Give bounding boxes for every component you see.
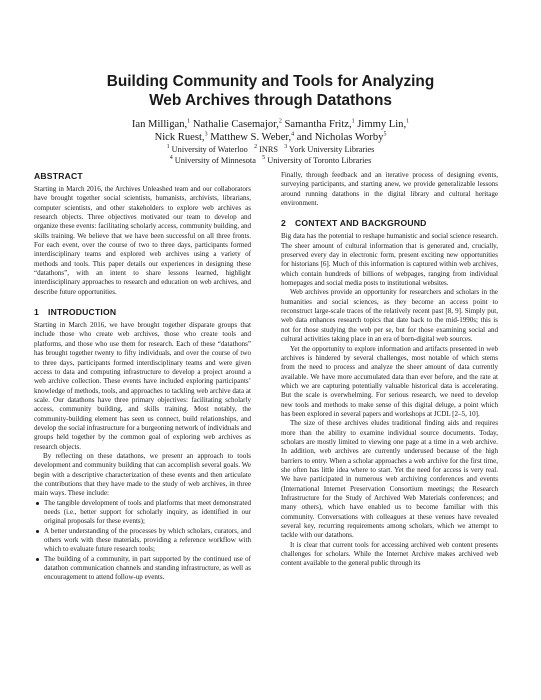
section-heading-introduction bbox=[34, 307, 251, 318]
intro-closing-paragraph: Finally, through feedback and an iterative process of designing events, surveying participants, and starting anew, we provide generalizable lessons around running datathons in the digital library and cultural heritage environment. bbox=[281, 171, 498, 208]
affiliation: University of Toronto Libraries bbox=[265, 155, 372, 165]
abstract-text: Starting in March 2016, the Archives Unleashed team and our collaborators have brought together social scientists, humanists, archivists, librarians, computer scientists, and other stakeholders to explore web archives as research objects. Three objectives motivated our team to develop and organize these events: facilitating scholarly access, community building, and skills training. We believe that we have been successful on all three fronts. For each event, over the course of two to three days, participants formed interdisciplinary teams and explored web archives using a variety of methods and tools. This paper details our experiences in designing these “datathons”, with an intent to share lessons learned, highlight interdisciplinary approaches to research and education on web archives, and describe future opportunities. bbox=[34, 185, 251, 296]
affil-mark: 1 bbox=[166, 144, 170, 151]
list-item: The tangible development of tools and platforms that meet demonstrated needs (i.e., better support for scholarly inquiry, as identified in our original proposals for these events); bbox=[44, 498, 251, 526]
affil-mark: 4 bbox=[169, 154, 173, 161]
contribution-list bbox=[34, 499, 251, 583]
author-list bbox=[40, 118, 501, 144]
title-line-2: Web Archives through Datathons bbox=[149, 92, 392, 109]
affil-mark: 2 bbox=[254, 144, 258, 151]
author-affil-mark: 3 bbox=[204, 131, 208, 138]
paper-title bbox=[40, 72, 501, 110]
context-paragraph-2: Web archives provide an opportunity for researchers and scholars in the humanities and social sciences, as they become an access point to reconstruct large-scale traces of the relatively recent past [8, 9]. Simply put, web data enhances research topics that date back to the mid-1990s; this is not for those studying the web per se, but for those examining social and cultural activities taking place in an era of born-digital web sources. bbox=[281, 288, 498, 344]
context-paragraph-1: Big data has the potential to reshape humanistic and social science research. The sheer amount of cultural information that is generated and, crucially, preserved every day in electronic form, present exciting new opportunities for historians [6]. Much of this information is captured within web archives, which contain hundreds of billions of webpages, ranging from individual homepages and social media posts to institutional websites. bbox=[281, 232, 498, 288]
right-column bbox=[281, 171, 498, 569]
affiliation: University of Waterloo bbox=[169, 145, 248, 154]
author-name: Matthew S. Weber, bbox=[207, 132, 292, 143]
author-affil-mark: 5 bbox=[383, 131, 387, 138]
author-name: Jimmy Lin, bbox=[354, 119, 407, 130]
author-name: Samantha Fritz, bbox=[281, 119, 352, 130]
left-column bbox=[34, 171, 251, 583]
list-item: The building of a community, in part supported by the continued use of datathon communication channels and standing infrastructure, as well as encouragement to attend follow-up events. bbox=[44, 554, 251, 582]
intro-paragraph-2: By reflecting on these datathons, we present an approach to tools development and community building that can accomplish several goals. We begin with a descriptive characterization of these events and then articulate the contributions that they have made to the study of web archives, in three main ways. These include: bbox=[34, 451, 251, 498]
title-line-1: Building Community and Tools for Analyzing bbox=[106, 73, 435, 90]
author-name: Nick Ruest, bbox=[154, 132, 205, 143]
author-affil-mark: 1 bbox=[187, 118, 191, 125]
list-item: A better understanding of the processes by which scholars, curators, and others work with these materials, providing a reference workflow with which to evaluate future research tools; bbox=[44, 526, 251, 554]
author-line-1 bbox=[40, 118, 501, 131]
affiliation: University of Minnesota bbox=[172, 155, 256, 165]
author-affil-mark: 4 bbox=[291, 131, 295, 138]
affiliation-line-2 bbox=[40, 156, 501, 167]
context-paragraph-5: It is clear that current tools for accessing archived web content presents challenges for scholars. While the Internet Archive makes archived web content available to the general public through its bbox=[281, 540, 498, 568]
author-name: Nathalie Casemajor, bbox=[190, 119, 279, 130]
section-title: CONTEXT AND BACKGROUND bbox=[295, 218, 427, 229]
affiliation-line-1 bbox=[40, 145, 501, 156]
section-heading-context bbox=[281, 218, 498, 229]
author-line-2 bbox=[40, 131, 501, 144]
affil-mark: 3 bbox=[284, 144, 288, 151]
affiliation-list bbox=[40, 145, 501, 166]
affiliation: York University Libraries bbox=[287, 145, 375, 154]
context-paragraph-3: Yet the opportunity to explore information and artifacts presented in web archives is hindered by several challenges, most notable of which stems from the need to process and analyze the sheer amount of data currently available. We have more accumulated data than ever before, and the rate at which we are capturing potentially valuable historical data is accelerating. But the scale is overwhelming. For serious research, we need to develop new tools and methods to make sense of this digital deluge, a point which has been explored in several papers and workshops at JCDL [2–5, 10]. bbox=[281, 344, 498, 418]
section-number: 1 bbox=[34, 307, 39, 318]
intro-paragraph-1: Starting in March 2016, we have brought together disparate groups that include those who create web archives, those who create tools and platforms, and those who use them for research. Each of these “datathons” has brought together twenty to fifty individuals, and over the course of two to three days, participants formed interdisciplinary teams and were given access to data and computing infrastructure to develop a project around a web archive collection. These events have included exploring participants’ knowledge of methods, tools, and approaches to tackling web archive data at scale. Our datathons have three primary objectives: facilitating scholarly access, community building, and skills training. Most notably, the community-building element has seen us connect, build relationships, and develop the social infrastructure for a burgeoning network of individuals and groups held together by the common goal of exploring web archives as research objects. bbox=[34, 321, 251, 451]
abstract-heading: ABSTRACT bbox=[34, 171, 83, 181]
author-name: and Nicholas Worby bbox=[294, 132, 384, 143]
author-affil-mark: 2 bbox=[278, 118, 282, 125]
context-paragraph-4: The size of these archives eludes traditional finding aids and requires more than the ability to examine individual source documents. Today, scholars are mostly limited to viewing one page at a time in a web archive. In addition, web archives are currently underused because of the high barriers to entry. When a scholar approaches a web archive for the first time, she often has little idea where to start. Yet the need for access is very real. We have participated in numerous web archiving conferences and events (International Internet Preservation Consortium meetings; the Research Infrastructure for the Study of Archived Web Materials conferences; and many others), which have enabled us to become familiar with this community. Conversations with colleagues at these venues have revealed several key, recurring requirements among scholars, which we attempt to tackle with our datathons. bbox=[281, 419, 498, 540]
author-affil-mark: 1 bbox=[351, 118, 355, 125]
affil-mark: 5 bbox=[262, 154, 266, 161]
author-affil-mark: 1 bbox=[406, 118, 410, 125]
affiliation: INRS bbox=[257, 145, 279, 154]
section-number: 2 bbox=[281, 218, 286, 229]
section-title: INTRODUCTION bbox=[48, 307, 117, 318]
author-name: Ian Milligan, bbox=[131, 119, 188, 130]
